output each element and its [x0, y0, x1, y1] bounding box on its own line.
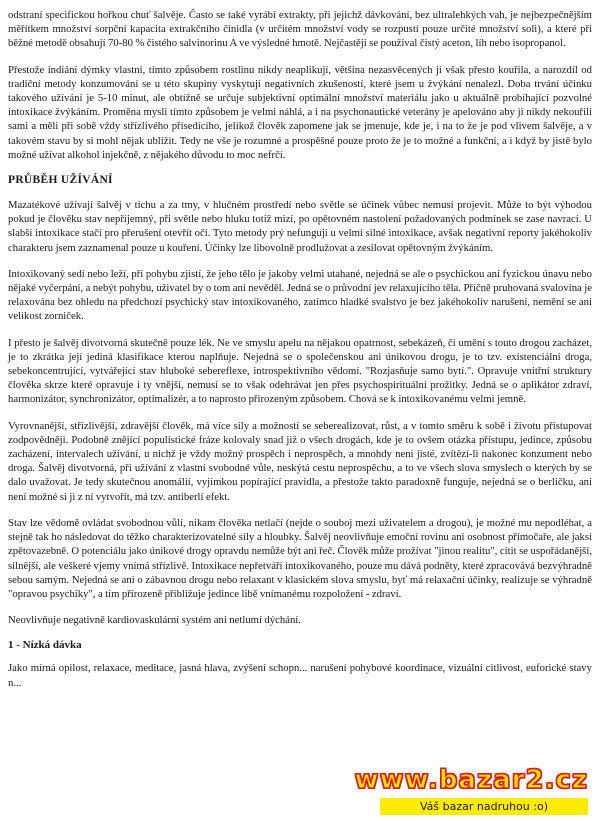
watermark-tagline: Váš bazar nadruhou :o) — [380, 798, 588, 815]
paragraph-smoking: Přestože indiání dýmky vlastní, tímto způsobem rostlinu nikdy neaplikují, většina nezasvěcených ji však přesto kouřila, a narozdíl od tradiční metody konzumování se u této skupiny vyskytují negativních zkušeností, které jsem u žvýkání nenalezl. Doba trvání účinku takového užívání je 5-10 minut, ale obtížně se určuje subjektivní optimální množství materiálu jako u aktuálně probíhající pozvolné intoxikace žvýkáním. Proměna mysli tímto způsobem je velmi náhlá, a i na psychonautické veterány je apelováno aby ji nikdy nekouřili sami a měli při sobě vždy střízlivého přísedícího, jelikož člověk zapomene jak se jmenuje, kde je, i na to že je pod vlivem šalvěje, a v takovém stavu by si mohl nějak ublížit. Tedy ne vše je rozumné a prospěšné pouze proto že je to možné a funkční, a i když by jistě bylo možné užívat alkohol injekčně, z nějakého důvodu to moc nefrčí. — [8, 63, 592, 161]
paragraph-medicine: I přesto je šalvěj divotvorná skutečně pouze lék. Ne ve smyslu apelu na nějakou opatrnost, sebekázeň, či umění s touto drogou zacházet, je to zkrátka její jediná klasifikace kterou naplňuje. Nejedná se o společenskou ani únikovou drogu, je to tzv. existenciální droga, sebekoncentrující, vytvářející stav hluboké sebereflexe, introspektivního vědomí. "Rozjasňuje samo bytí.". Opravuje vnitřní struktury člověka skrze které opravuje i ty vnější, nemusí se to však odehrávat jen přes psychospirituální prožitky. Jedná se o aplikátor zdraví, harmonizátor, synchronizátor, optimalizér, a to naprosto přirozeným způsobem. Chová se k intoxikovanému velmi jemně. — [8, 336, 592, 406]
article-body — [8, 8, 592, 702]
paragraph-cardio: Neovlivňuje negativně kardiovaskulární systém ani netlumí dýchání. — [8, 614, 301, 627]
watermark-banner — [354, 761, 594, 819]
paragraph-low-dose: Jako mírná opilost, relaxace, meditace, jasná hlava, zvýšení schopn... narušení pohybové koordinace, vizuální citlivost, euforické stavy n... — [8, 662, 592, 689]
paragraph-intoxicated-body: Intoxikovaný sedí nebo leží, při pohybu zjistí, že jeho tělo je jakoby velmi utahané, nejedná se ale o psychickou ani fyzickou únavu nebo nějaké vyčerpání, a nebýt pohybu, uživatel by o tom ani nevěděl. Jedná se o průvodní jev relaxujícího těla. Příčně pruhovaná svalovina je relaxována bez ohledu na předchozí psychický stav intoxikovaného, zatímco hladké svalstvo je bez jakéhokoliv narušení, nemění se ani velikost zorniček. — [8, 267, 592, 323]
paragraph-free-will: Stav lze vědomě ovládat svobodnou vůlí, nikam člověka netlačí (nejde o souboj mezi uživatelem a drogou), je možné mu nepodléhat, a stejně tak ho následovat do těžko charakterizovatelné síly a hloubky. Šalvěj neovlivňuje emoční rovinu ani osobnost přímočaře, ale jaksi zpětovazebně. O potenciálu jako únikové drogy opravdu nemůže být ani řeč. Člověk může prožívat "jinou realitu", cítit se uspořádanější, silnější, ale veškeré vjemy vnímá střízlivě. Intoxikace nepřetváří intoxikovaného, pouze mu dává podněty, které zpracovává bezvýhradně sebou samým. Nejedná se ani o zábavnou drogu nebo relaxant v klasickém slova smyslu, byť má relaxační účinky, realizuje se výhradně "opravou psychiky", a tím přirozeně přibližuje jedince libě vnímanému rozpoložení - zdraví. — [8, 516, 592, 600]
section-heading: PRŮBĚH UŽÍVÁNÍ — [8, 174, 113, 187]
watermark-domain: www.bazar2.cz — [354, 765, 588, 795]
paragraph-balance: Vyrovnanější, střízlivější, zdravější člověk, má více síly a možností se seberealizovat, růst, a v tomto směru k sobě i životu přistupovat zodpovědněji. Podobně znějící populistické fráze kolovaly snad již o všech drogách, kde je to ovšem otázka přístupu, jedince, způsobu zacházení, intervalech užívání, u nichž je vždy možný prospěch i neprospěch, a mnohdy není jisté, zvítězí-li nakonec konzument nebo droga. Šalvěj divotvorná, při užívání z vlastní svobodné vůle, neskýtá cestu neprospěchu, a to ve všech slova smyslech o kterých by se dalo uvažovat. Je tedy skutečnou anomálií, vyjímkou popírající pravidla, a přestože takto paradoxně funguje, nejedná se o berličku, ani není možné si ji z ní vytvořit, má tzv. antiberlí efekt. — [8, 419, 592, 503]
paragraph-mazatec-use: Mazatékové užívají šalvěj v tichu a za tmy, v hlučném prostředí nebo světle se účinek vůbec nemusí projevit. Může to být výhodou pokud je člověku stav nepříjemný, při světle nebo hluku totiž mizí, po opětovném nastolení požadovaných podmínek se zase navrací. U slabší intoxikace stačí pro přerušení otevřít oči. Tyto metody prý nefungují u velmi silné intoxikace, avšak negativní reporty jakéhokoliv charakteru jsem zaznamenal pouze u kouření. Účinky lze libovolně prodlužovat a zesilovat opětovným žvýkáním. — [8, 199, 592, 254]
paragraph-preparation: odstraní specifickou hořkou chuť šalvěje. Často se také vyrábí extrakty, při jejichž dávkování, bez ultralehkých vah, je nejbezpečnějším měřítkem množství sorpční kapacita extrakčního činidla (v určitém množství vody se rozpustí pouze určité množství soli), a které při běžné metodě obsahují 70-80 % čistého salvinorinu A ve výsledné hmotě. Nejčastěji se používal čistý aceton, líh nebo isopropanol. — [8, 9, 592, 50]
subsection-heading: 1 - Nízká dávka — [8, 639, 82, 652]
